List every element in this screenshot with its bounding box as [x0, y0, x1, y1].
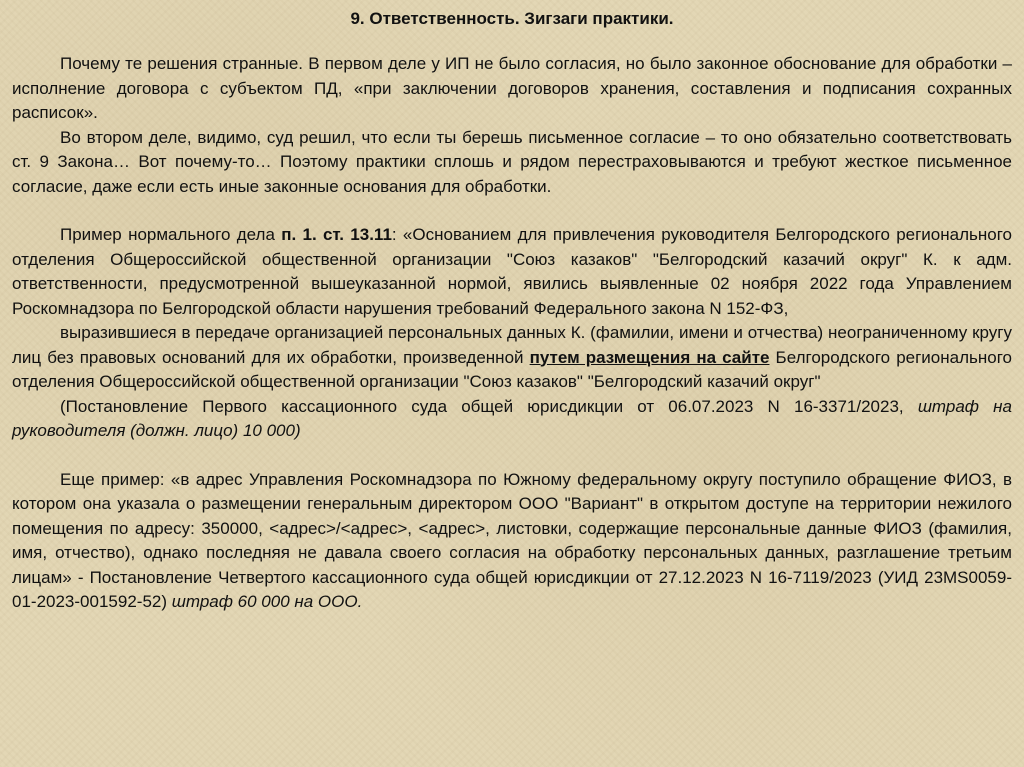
spacer [12, 199, 1012, 223]
fine-note: штраф на руководителя (должн. лицо) 10 000) [12, 396, 1012, 440]
slide-title: 9. Ответственность. Зигзаги практики. [350, 9, 674, 28]
text-segment: выразившиеся в передаче организацией персональных данных К. (фамилии, имени и отчества) неограниченному кругу лиц без правовых оснований для их обработки, произведенной [12, 323, 1012, 367]
paragraph-violation-details [12, 321, 1012, 395]
spacer [12, 444, 1012, 468]
text-segment: Белгородского регионального отделения Общероссийской общественной организации "Союз казаков" "Белгородский казачий округ" [12, 347, 1012, 391]
paragraph-another-example [12, 468, 1012, 615]
underlined-emphasis: путем размещения на сайте [529, 347, 770, 367]
text-segment: Пример нормального дела [60, 225, 282, 244]
paragraph-court-citation [12, 395, 1012, 444]
paragraph-normal-case [12, 223, 1012, 321]
paragraph-second-case: Во втором деле, видимо, суд решил, что если ты берешь письменное согласие – то оно обязательно соответствовать ст. 9 Закона… Вот почему-то… Поэтому практики сплошь и рядом перестраховываются и требуют жесткое письменное согласие, даже если есть иные законные основания для обработки. [12, 127, 1012, 196]
paragraph-why-strange: Почему те решения странные. В первом деле у ИП не было согласия, но было законное обоснование для обработки – исполнение договора с субъектом ПД, «при заключении договоров хранения, составления и подписания сохранных расписок». [12, 54, 1012, 122]
fine-note: штраф 60 000 на ООО. [171, 592, 363, 611]
text-segment: : «Основанием для привлечения руководителя Белгородского регионального отделения Общероссийской общественной организации "Союз казаков" "Белгородский казачий округ" К. к адм. ответственности, предусмотренной вышеуказанной нормой, явились выявленные 02 ноября 2022 года Управлением Роскомнадзора по Белгородской области нарушения требований Федерального закона N 152-ФЗ, [12, 225, 1013, 318]
article-reference: п. 1. ст. 13.11 [281, 225, 392, 244]
text-segment: (Постановление Первого кассационного суда общей юрисдикции от 06.07.2023 N 16-3371/2023, [60, 396, 918, 416]
text-segment: Еще пример: «в адрес Управления Роскомнадзора по Южному федеральному округу поступило обращение ФИОЗ, в котором она указала о размещении генеральным директором ООО "Вариант" в открытом доступе на территории нежилого помещения по адресу: 350000, <адрес>/<адрес>, <адрес>, листовки, содержащие персональные данные ФИОЗ (фамилия, имя, отчество), однако последняя не давала своего согласия на обработку персональных данных, разглашение третьим лицам» - Постановление Четвертого кассационного суда общей юрисдикции от 27.12.2023 N 16-7119/2023 (УИД 23MS0059-01-2023-001592-52) [12, 469, 1012, 611]
